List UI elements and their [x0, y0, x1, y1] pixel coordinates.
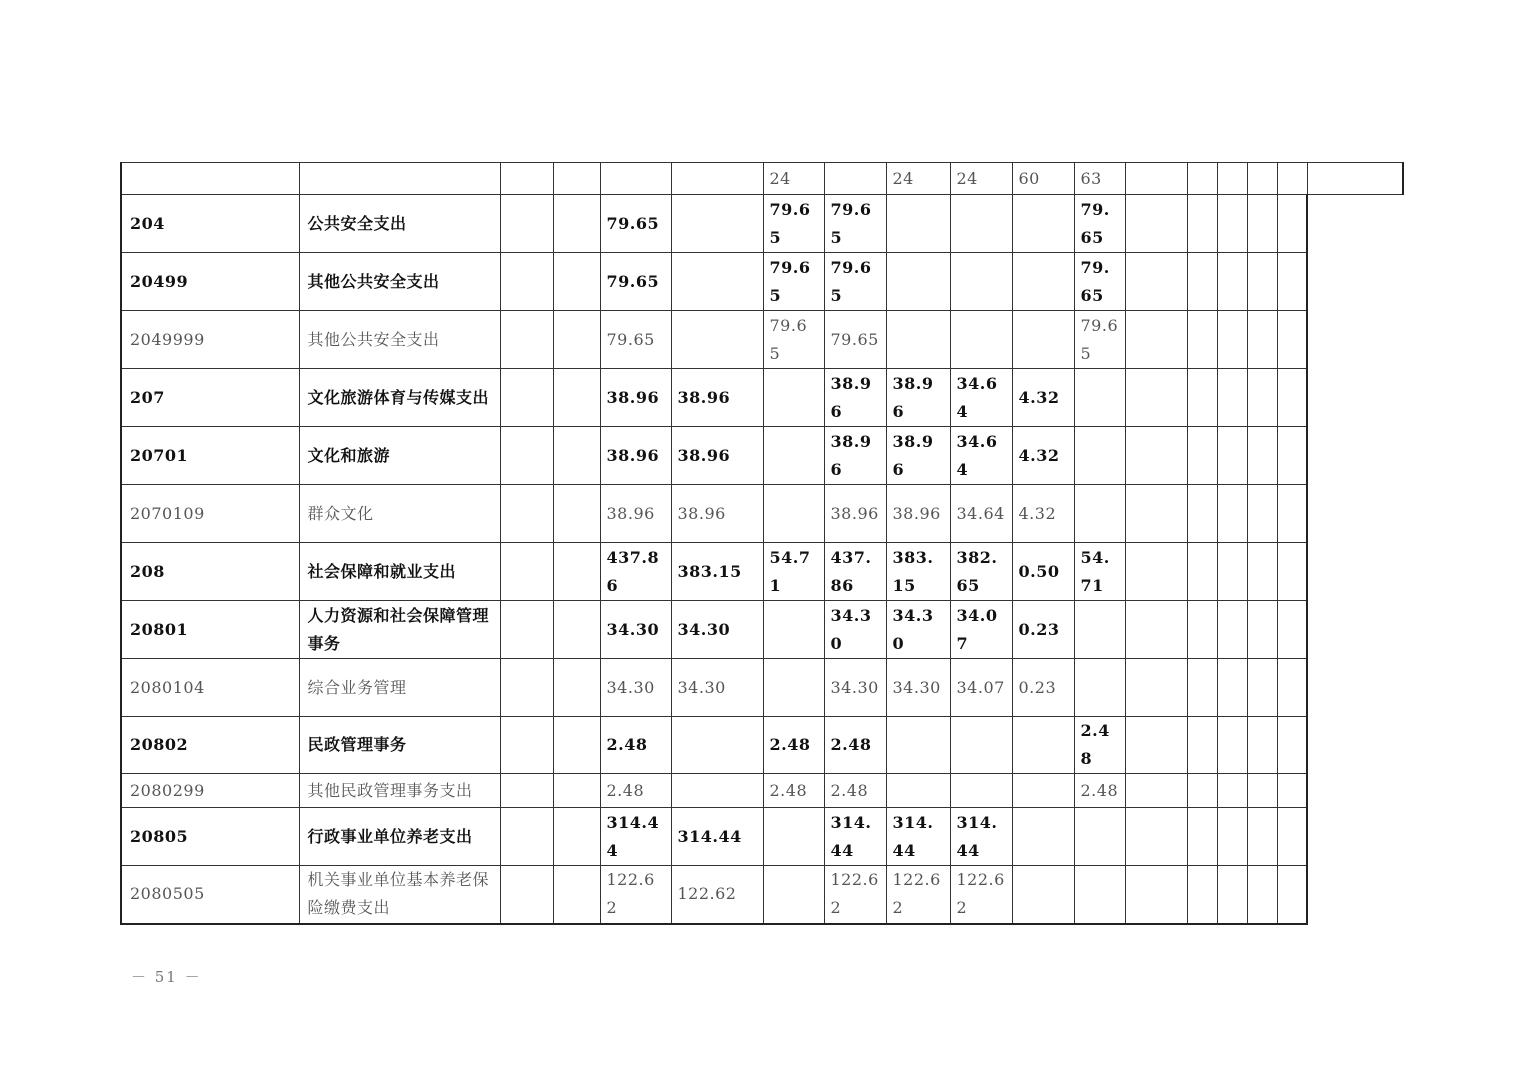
- amount-cell: [1125, 485, 1187, 543]
- table-cell: [600, 163, 671, 195]
- subject-name: 社会保障和就业支出: [299, 543, 500, 601]
- amount-cell: [1187, 659, 1217, 717]
- amount-cell: 0.23: [1012, 601, 1074, 659]
- subject-name: 其他公共安全支出: [299, 253, 500, 311]
- amount-cell: [553, 311, 600, 369]
- amount-cell: [1217, 195, 1247, 253]
- amount-cell: [500, 866, 553, 924]
- continuation-row: [121, 163, 1403, 195]
- amount-cell: [1012, 717, 1074, 774]
- amount-cell: [763, 808, 824, 866]
- amount-cell: [500, 808, 553, 866]
- amount-cell: [1125, 253, 1187, 311]
- amount-cell: [553, 253, 600, 311]
- amount-cell: [1277, 659, 1307, 717]
- amount-cell: 4.32: [1012, 369, 1074, 427]
- amount-cell: [1187, 195, 1217, 253]
- amount-cell: 79.65: [600, 195, 671, 253]
- table-row: [121, 808, 1403, 866]
- amount-cell: [1074, 601, 1125, 659]
- amount-cell: [1247, 808, 1277, 866]
- amount-cell: [553, 774, 600, 808]
- amount-cell: [763, 427, 824, 485]
- amount-cell: 79.65: [1074, 253, 1125, 311]
- amount-cell: [1247, 601, 1277, 659]
- amount-cell: [1187, 808, 1217, 866]
- amount-cell: [1217, 774, 1247, 808]
- amount-cell: 79.65: [600, 253, 671, 311]
- amount-cell: 54.71: [763, 543, 824, 601]
- amount-cell: 38.96: [600, 427, 671, 485]
- amount-cell: 79.65: [600, 311, 671, 369]
- amount-cell: [500, 543, 553, 601]
- amount-cell: [1125, 866, 1187, 924]
- amount-cell: [500, 311, 553, 369]
- amount-cell: [1217, 659, 1247, 717]
- amount-cell: 2.48: [824, 717, 886, 774]
- amount-cell: [763, 601, 824, 659]
- amount-cell: [500, 717, 553, 774]
- amount-cell: [500, 659, 553, 717]
- amount-cell: 314.44: [950, 808, 1012, 866]
- table-cell: [1277, 163, 1307, 195]
- amount-cell: [1277, 543, 1307, 601]
- amount-cell: [1247, 866, 1277, 924]
- subject-name: 文化旅游体育与传媒支出: [299, 369, 500, 427]
- amount-cell: 38.96: [600, 485, 671, 543]
- amount-cell: [1187, 866, 1217, 924]
- amount-cell: 383.15: [886, 543, 950, 601]
- amount-cell: [553, 601, 600, 659]
- table-cell: 24: [886, 163, 950, 195]
- amount-cell: 79.65: [824, 253, 886, 311]
- amount-cell: [1187, 601, 1217, 659]
- subject-code: 2080505: [121, 866, 299, 924]
- subject-code: 20801: [121, 601, 299, 659]
- subject-name: 其他公共安全支出: [299, 311, 500, 369]
- amount-cell: [886, 774, 950, 808]
- table-row: [121, 717, 1403, 774]
- amount-cell: 38.96: [600, 369, 671, 427]
- amount-cell: [1125, 601, 1187, 659]
- amount-cell: [763, 369, 824, 427]
- amount-cell: 38.96: [671, 369, 763, 427]
- subject-code: 204: [121, 195, 299, 253]
- amount-cell: [950, 195, 1012, 253]
- amount-cell: [553, 485, 600, 543]
- amount-cell: 79.65: [1074, 311, 1125, 369]
- table-row: [121, 369, 1403, 427]
- amount-cell: [1277, 311, 1307, 369]
- amount-cell: [1217, 369, 1247, 427]
- amount-cell: [1247, 253, 1277, 311]
- amount-cell: [500, 427, 553, 485]
- amount-cell: 38.96: [671, 485, 763, 543]
- amount-cell: 38.96: [886, 485, 950, 543]
- amount-cell: [1247, 659, 1277, 717]
- amount-cell: [1012, 866, 1074, 924]
- subject-code: 2049999: [121, 311, 299, 369]
- amount-cell: [1187, 311, 1217, 369]
- amount-cell: 382.65: [950, 543, 1012, 601]
- subject-name: 公共安全支出: [299, 195, 500, 253]
- amount-cell: [1277, 866, 1307, 924]
- amount-cell: 383.15: [671, 543, 763, 601]
- subject-code: 2080299: [121, 774, 299, 808]
- amount-cell: [886, 253, 950, 311]
- amount-cell: [500, 601, 553, 659]
- amount-cell: [671, 311, 763, 369]
- amount-cell: [1247, 311, 1277, 369]
- table-row: [121, 774, 1403, 808]
- table-cell: [1247, 163, 1277, 195]
- amount-cell: [763, 659, 824, 717]
- amount-cell: [500, 253, 553, 311]
- amount-cell: [1277, 808, 1307, 866]
- amount-cell: [1217, 311, 1247, 369]
- amount-cell: [1125, 311, 1187, 369]
- amount-cell: [1247, 774, 1277, 808]
- amount-cell: 79.65: [824, 195, 886, 253]
- amount-cell: [1125, 717, 1187, 774]
- amount-cell: 4.32: [1012, 485, 1074, 543]
- table-cell: [824, 163, 886, 195]
- subject-code: 20802: [121, 717, 299, 774]
- amount-cell: 79.65: [763, 195, 824, 253]
- amount-cell: 314.44: [671, 808, 763, 866]
- amount-cell: [1074, 866, 1125, 924]
- amount-cell: [1217, 601, 1247, 659]
- table-row: [121, 485, 1403, 543]
- amount-cell: [1187, 717, 1217, 774]
- amount-cell: [553, 808, 600, 866]
- amount-cell: [1012, 195, 1074, 253]
- amount-cell: [671, 195, 763, 253]
- amount-cell: [500, 485, 553, 543]
- amount-cell: 79.65: [824, 311, 886, 369]
- amount-cell: [500, 774, 553, 808]
- budget-table: [120, 162, 1404, 925]
- table-cell: 60: [1012, 163, 1074, 195]
- table-cell: [1217, 163, 1247, 195]
- table-cell: 24: [763, 163, 824, 195]
- table-row: [121, 195, 1403, 253]
- table-cell: [671, 163, 763, 195]
- subject-code: 20499: [121, 253, 299, 311]
- amount-cell: [950, 311, 1012, 369]
- amount-cell: [1217, 427, 1247, 485]
- amount-cell: [1187, 485, 1217, 543]
- amount-cell: [1277, 717, 1307, 774]
- table-row: [121, 311, 1403, 369]
- amount-cell: [1074, 659, 1125, 717]
- amount-cell: 38.96: [671, 427, 763, 485]
- amount-cell: [886, 195, 950, 253]
- amount-cell: [553, 717, 600, 774]
- table-cell: [553, 163, 600, 195]
- amount-cell: [1277, 195, 1307, 253]
- amount-cell: 437.86: [824, 543, 886, 601]
- amount-cell: 2.48: [600, 717, 671, 774]
- amount-cell: [553, 195, 600, 253]
- amount-cell: 34.07: [950, 659, 1012, 717]
- amount-cell: 122.62: [886, 866, 950, 924]
- amount-cell: [1217, 253, 1247, 311]
- amount-cell: 0.50: [1012, 543, 1074, 601]
- amount-cell: 122.62: [824, 866, 886, 924]
- amount-cell: [1012, 311, 1074, 369]
- subject-code: 2080104: [121, 659, 299, 717]
- amount-cell: [1125, 808, 1187, 866]
- amount-cell: [553, 369, 600, 427]
- amount-cell: 122.62: [600, 866, 671, 924]
- amount-cell: [763, 866, 824, 924]
- subject-code: 2070109: [121, 485, 299, 543]
- amount-cell: [1247, 369, 1277, 427]
- table-cell: [500, 163, 553, 195]
- amount-cell: 2.48: [1074, 774, 1125, 808]
- amount-cell: 4.32: [1012, 427, 1074, 485]
- amount-cell: [950, 717, 1012, 774]
- amount-cell: 314.44: [824, 808, 886, 866]
- page-number: － 51 －: [131, 968, 202, 986]
- amount-cell: 2.48: [763, 717, 824, 774]
- amount-cell: 38.96: [824, 369, 886, 427]
- amount-cell: 34.30: [671, 601, 763, 659]
- amount-cell: 34.64: [950, 485, 1012, 543]
- amount-cell: [1217, 717, 1247, 774]
- amount-cell: [1217, 543, 1247, 601]
- amount-cell: [553, 866, 600, 924]
- amount-cell: 0.23: [1012, 659, 1074, 717]
- amount-cell: 34.30: [824, 601, 886, 659]
- amount-cell: [671, 774, 763, 808]
- amount-cell: [1277, 427, 1307, 485]
- amount-cell: [1247, 195, 1277, 253]
- amount-cell: [1217, 808, 1247, 866]
- amount-cell: [1277, 253, 1307, 311]
- amount-cell: [1012, 253, 1074, 311]
- amount-cell: [950, 774, 1012, 808]
- amount-cell: [500, 369, 553, 427]
- amount-cell: 122.62: [671, 866, 763, 924]
- amount-cell: [1125, 774, 1187, 808]
- amount-cell: [1187, 427, 1217, 485]
- amount-cell: [1074, 808, 1125, 866]
- subject-name: 行政事业单位养老支出: [299, 808, 500, 866]
- amount-cell: 38.96: [824, 485, 886, 543]
- amount-cell: [1247, 485, 1277, 543]
- amount-cell: 122.62: [950, 866, 1012, 924]
- amount-cell: 2.48: [600, 774, 671, 808]
- amount-cell: 34.64: [950, 369, 1012, 427]
- table-row: [121, 601, 1403, 659]
- table-cell: [1307, 163, 1403, 195]
- amount-cell: [1187, 253, 1217, 311]
- amount-cell: 34.30: [600, 601, 671, 659]
- table-body: [121, 163, 1403, 924]
- subject-name: 其他民政管理事务支出: [299, 774, 500, 808]
- amount-cell: [553, 659, 600, 717]
- subject-code: 20805: [121, 808, 299, 866]
- amount-cell: [1277, 601, 1307, 659]
- amount-cell: [553, 543, 600, 601]
- amount-cell: 38.96: [886, 427, 950, 485]
- amount-cell: [1125, 427, 1187, 485]
- table-row: [121, 866, 1403, 924]
- amount-cell: [1074, 485, 1125, 543]
- amount-cell: [1012, 808, 1074, 866]
- amount-cell: [500, 195, 553, 253]
- subject-code: 207: [121, 369, 299, 427]
- amount-cell: [1277, 774, 1307, 808]
- amount-cell: 34.30: [671, 659, 763, 717]
- subject-name: 机关事业单位基本养老保险缴费支出: [299, 866, 500, 924]
- amount-cell: [950, 253, 1012, 311]
- amount-cell: 2.48: [824, 774, 886, 808]
- amount-cell: 34.30: [886, 601, 950, 659]
- subject-name: 综合业务管理: [299, 659, 500, 717]
- amount-cell: [1217, 866, 1247, 924]
- amount-cell: [671, 253, 763, 311]
- subject-code: 208: [121, 543, 299, 601]
- amount-cell: [1187, 543, 1217, 601]
- amount-cell: 34.30: [824, 659, 886, 717]
- table-row: [121, 659, 1403, 717]
- table-cell: [1187, 163, 1217, 195]
- table-cell: [299, 163, 500, 195]
- amount-cell: 34.07: [950, 601, 1012, 659]
- amount-cell: [1187, 774, 1217, 808]
- subject-name: 民政管理事务: [299, 717, 500, 774]
- amount-cell: [553, 427, 600, 485]
- subject-code: 20701: [121, 427, 299, 485]
- table-cell: 63: [1074, 163, 1125, 195]
- amount-cell: [1247, 543, 1277, 601]
- amount-cell: 34.30: [600, 659, 671, 717]
- amount-cell: 54.71: [1074, 543, 1125, 601]
- amount-cell: 2.48: [763, 774, 824, 808]
- amount-cell: [1125, 543, 1187, 601]
- amount-cell: [1247, 717, 1277, 774]
- amount-cell: [1247, 427, 1277, 485]
- amount-cell: [1125, 195, 1187, 253]
- amount-cell: 34.64: [950, 427, 1012, 485]
- table-row: [121, 427, 1403, 485]
- table-row: [121, 253, 1403, 311]
- amount-cell: [886, 717, 950, 774]
- table-cell: [1125, 163, 1187, 195]
- amount-cell: 2.48: [1074, 717, 1125, 774]
- subject-name: 人力资源和社会保障管理事务: [299, 601, 500, 659]
- table-row: [121, 543, 1403, 601]
- subject-name: 文化和旅游: [299, 427, 500, 485]
- amount-cell: [763, 485, 824, 543]
- amount-cell: [1074, 427, 1125, 485]
- amount-cell: [1217, 485, 1247, 543]
- amount-cell: [1277, 485, 1307, 543]
- table-cell: 24: [950, 163, 1012, 195]
- amount-cell: [1277, 369, 1307, 427]
- subject-name: 群众文化: [299, 485, 500, 543]
- amount-cell: 38.96: [886, 369, 950, 427]
- amount-cell: 79.65: [763, 253, 824, 311]
- amount-cell: [886, 311, 950, 369]
- amount-cell: [1125, 369, 1187, 427]
- amount-cell: 38.96: [824, 427, 886, 485]
- amount-cell: 314.44: [600, 808, 671, 866]
- amount-cell: [1125, 659, 1187, 717]
- amount-cell: 314.44: [886, 808, 950, 866]
- amount-cell: [1012, 774, 1074, 808]
- amount-cell: [1187, 369, 1217, 427]
- amount-cell: [1074, 369, 1125, 427]
- table-cell: [121, 163, 299, 195]
- amount-cell: [671, 717, 763, 774]
- amount-cell: 79.65: [763, 311, 824, 369]
- amount-cell: 34.30: [886, 659, 950, 717]
- amount-cell: 437.86: [600, 543, 671, 601]
- amount-cell: 79.65: [1074, 195, 1125, 253]
